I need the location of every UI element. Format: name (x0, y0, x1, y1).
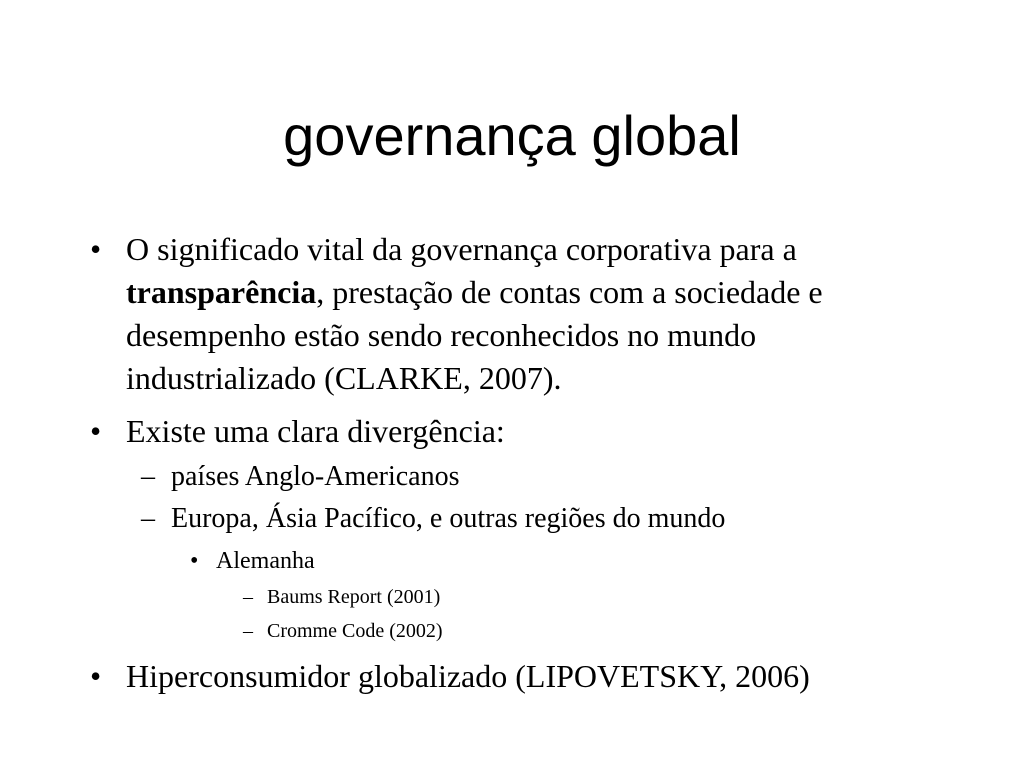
slide-title: governança global (283, 104, 741, 167)
third-level-text: Alemanha (216, 548, 315, 574)
bullet-text: O significado vital da governança corporativa para a (126, 231, 797, 267)
bullet-text: Existe uma clara divergência: (126, 413, 505, 449)
bullet-marker: • (90, 231, 102, 267)
dash-marker: – (141, 503, 155, 534)
bullet-marker: • (90, 658, 102, 694)
third-level-item (190, 545, 1024, 577)
slide-body (0, 228, 1024, 698)
bullet-marker: • (190, 548, 199, 574)
fourth-level-item (243, 583, 1024, 611)
fourth-level-text: Cromme Code (2002) (267, 620, 443, 642)
bullet-bold-text: transparência (126, 274, 317, 310)
bullet-item (90, 228, 946, 400)
bullet-marker: • (90, 413, 102, 449)
dash-marker: – (141, 461, 155, 492)
bullet-item (90, 655, 946, 698)
sub-bullet-item (141, 459, 971, 495)
sub-bullet-text: países Anglo-Americanos (171, 461, 460, 492)
dash-marker: – (243, 586, 253, 608)
bullet-item (90, 410, 946, 453)
bullet-text: Hiperconsumidor globalizado (LIPOVETSKY, 2006) (126, 658, 810, 694)
sub-bullet-text: Europa, Ásia Pacífico, e outras regiões do mundo (171, 503, 726, 534)
bullet-text-continued: , prestação de contas com a sociedade e desempenho estão sendo reconhecidos no mundo industrializado (CLARKE, 2007). (126, 274, 823, 396)
fourth-level-item (243, 617, 1024, 645)
dash-marker: – (243, 620, 253, 642)
fourth-level-text: Baums Report (2001) (267, 586, 441, 608)
sub-bullet-item (141, 501, 971, 537)
